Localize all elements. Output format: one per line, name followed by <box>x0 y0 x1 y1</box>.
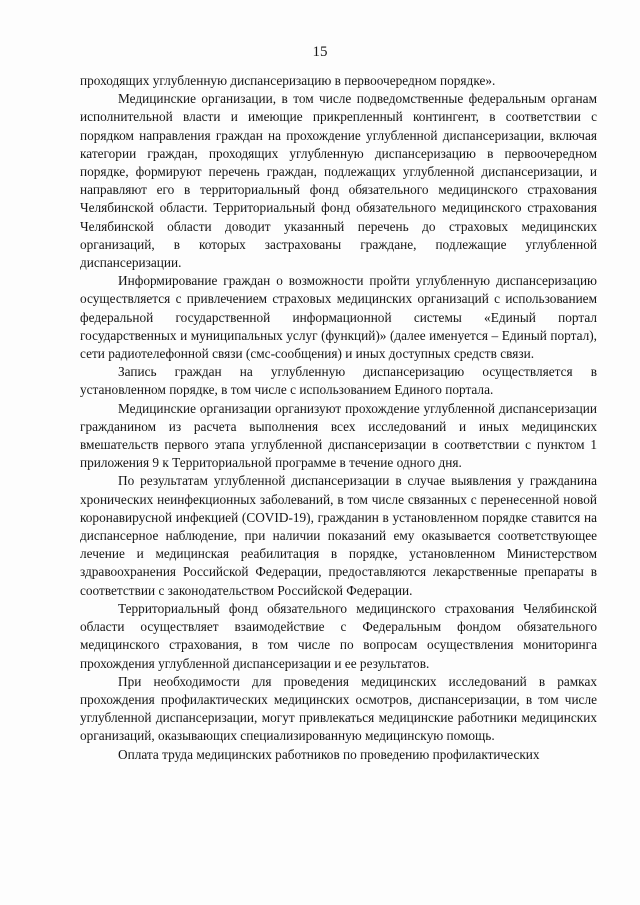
page-number: 15 <box>312 44 328 60</box>
paragraph-one-day-examination: Медицинские организации организуют прохождение углубленной диспансеризации гражданином из расчета выполнения всех исследований и иных медицинских вмешательств первого этапа углубленной диспансеризации в соответствии с пунктом 1 приложения 9 к Территориальной программе в течение одного дня. <box>80 400 597 471</box>
paragraph-registration: Запись граждан на углубленную диспансеризацию осуществляется в установленном порядке, в том числе с использованием Единого портала. <box>80 364 597 398</box>
paragraph-specialists-involvement: При необходимости для проведения медицинских исследований в рамках прохождения профилактических медицинских осмотров, диспансеризации, в том числе углубленной диспансеризации, могут привлекаться медицинские работники медицинских организаций, оказывающих специализированную медицинскую помощь. <box>80 673 597 744</box>
paragraph-continuation: проходящих углубленную диспансеризацию в первоочередном порядке». <box>80 73 496 88</box>
paragraph-medical-organizations-list: Медицинские организации, в том числе подведомственные федеральным органам исполнительной власти и имеющие прикрепленный контингент, в соответствии с порядком направления граждан на прохождение углубленной диспансеризации, включая категории граждан, проходящих углубленную диспансеризацию в первоочередном порядке, формируют перечень граждан, подлежащих углубленной диспансеризации, и направляют его в территориальный фонд обязательного медицинского страхования Челябинской области. Территориальный фонд обязательного медицинского страхования Челябинской области доводит указанный перечень до страховых медицинских организаций, в которых застрахованы граждане, подлежащие углубленной диспансеризации. <box>80 91 597 271</box>
paragraph-informing-citizens: Информирование граждан о возможности пройти углубленную диспансеризацию осуществляется с привлечением страховых медицинских организаций с использованием федеральной государственной информационной системы «Единый портал государственных и муниципальных услуг (функций)» (далее именуется – Единый портал), сети радиотелефонной связи (смс-сообщения) и иных доступных средств связи. <box>80 273 597 362</box>
paragraph-fund-interaction: Территориальный фонд обязательного медицинского страхования Челябинской области осуществляет взаимодействие с Федеральным фондом обязательного медицинского страхования, в том числе по вопросам осуществления мониторинга прохождения углубленной диспансеризации и ее результатов. <box>80 600 597 671</box>
document-body <box>80 72 597 764</box>
paragraph-remuneration: Оплата труда медицинских работников по проведению профилактических <box>118 746 540 762</box>
paragraph-results-follow-up: По результатам углубленной диспансеризации в случае выявления у гражданина хронических неинфекционных заболеваний, в том числе связанных с перенесенной новой коронавирусной инфекцией (COVID-19), гражданин в установленном порядке ставится на диспансерное наблюдение, при наличии показаний ему оказывается соответствующее лечение и медицинская реабилитация в порядке, установленном Министерством здравоохранения Российской Федерации, предоставляются лекарственные препараты в соответствии с законодательством Российской Федерации. <box>80 473 597 598</box>
